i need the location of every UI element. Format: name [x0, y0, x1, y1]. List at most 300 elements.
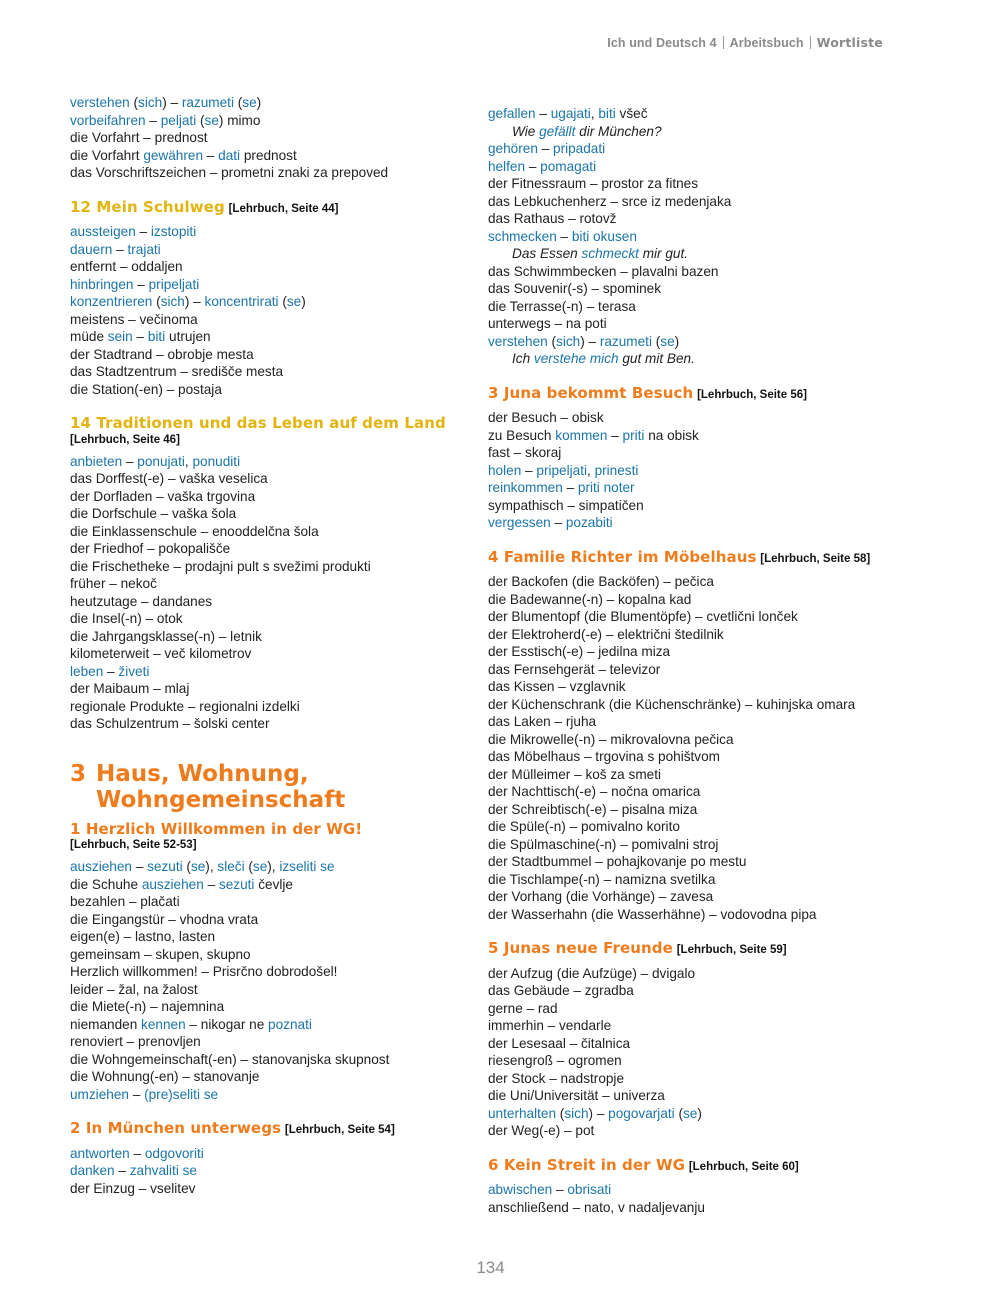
vocab-entry [488, 713, 908, 731]
vocab-entry [488, 497, 908, 515]
highlighted-word: izstopiti [150, 224, 197, 239]
entry-text: der Aufzug (die Aufzüge) – dvigalo [488, 965, 696, 981]
entry-text: – [550, 515, 566, 530]
section-title: 6 Kein Streit in der WG [488, 1155, 686, 1174]
highlighted-word: holen [488, 462, 522, 478]
lesson-reference: [Lehrbuch, Seite 54] [284, 1124, 395, 1136]
vocab-entry [488, 514, 908, 532]
highlighted-word: biti okusen [571, 228, 637, 244]
highlighted-word: sleči [217, 859, 245, 874]
vocab-entry [70, 858, 460, 876]
highlighted-word: gewähren [143, 147, 204, 163]
highlighted-word: sezuti [218, 876, 255, 892]
vocab-entry [70, 663, 460, 681]
entry-text: das Schulzentrum – šolski center [70, 716, 270, 731]
highlighted-word: poznati [268, 1016, 312, 1032]
entry-text: das Fernsehgerät – televizor [488, 661, 661, 677]
entry-text: ), [267, 859, 280, 874]
entry-text: gerne – rad [488, 1000, 558, 1016]
highlighted-word: verstehen [70, 95, 130, 110]
highlighted-word: schmeckt [581, 246, 639, 261]
entry-text: ) – [184, 294, 205, 309]
entry-text: – [135, 224, 151, 239]
entry-text: die Tischlampe(-n) – namizna svetilka [488, 871, 716, 887]
lesson-reference: [Lehrbuch, Seite 44] [228, 202, 339, 215]
vocab-entry [488, 818, 908, 836]
highlighted-word: razumeti [599, 333, 652, 349]
entry-text: ) [697, 1105, 702, 1121]
vocab-entry [488, 175, 908, 193]
section-title: 1 Herzlich Willkommen in der WG! [70, 819, 363, 838]
vocab-entry [70, 1016, 460, 1034]
lesson-reference: [Lehrbuch, Seite 46] [70, 433, 180, 446]
entry-text: die Wohnung(-en) – stanovanje [70, 1069, 260, 1084]
entry-text: – nikogar ne [185, 1016, 269, 1032]
highlighted-word: pripadati [553, 141, 606, 156]
section-heading [488, 549, 908, 569]
entry-text: der Lesesaal – čitalnica [488, 1035, 631, 1051]
entry-text: prednost [240, 147, 297, 163]
entry-text: der Stadtrand – obrobje mesta [70, 346, 254, 362]
entry-text: das Gebäude – zgradba [488, 983, 634, 998]
vocab-entry [488, 280, 908, 298]
vocab-entry [488, 479, 908, 497]
highlighted-word: pripeljati [148, 276, 200, 292]
entry-text: regionale Produkte – regionalni izdelki [70, 698, 300, 714]
vocab-entry [488, 591, 908, 609]
vocab-entry [488, 573, 908, 591]
lesson-reference: [Lehrbuch, Seite 59] [676, 944, 787, 956]
entry-text: der Friedhof – pokopališče [70, 541, 231, 556]
example-sentence [488, 123, 908, 141]
vocab-entry [488, 409, 908, 427]
vocab-entry [488, 748, 908, 766]
entry-text: die Einklassenschule – enooddelčna šola [70, 523, 319, 539]
vocab-entry [488, 1087, 908, 1105]
entry-text: ( [152, 294, 161, 309]
entry-text: die Spülmaschine(-n) – pomivalni stroj [488, 836, 719, 852]
entry-text: – [521, 462, 537, 478]
highlighted-word: pogovarjati [608, 1105, 675, 1121]
chapter-title-line2: Wohngemeinschaft [96, 786, 346, 813]
entry-text: das Laken – rjuha [488, 714, 597, 729]
section-heading [70, 821, 460, 854]
entry-text: das Kissen – vzglavnik [488, 679, 626, 694]
entry-text: das Lebkuchenherz – srce iz medenjaka [488, 193, 732, 209]
vocab-entry [488, 1181, 908, 1199]
entry-text: – [552, 1182, 568, 1197]
vocab-entry [70, 523, 460, 541]
entry-text: čevlje [254, 876, 293, 892]
vocab-entry [70, 1033, 460, 1051]
entry-text: Herzlich willkommen! – Prisrčno dobrodošel! [70, 964, 338, 979]
running-header [607, 35, 883, 50]
highlighted-word: dati [218, 147, 241, 163]
vocab-entry [70, 893, 460, 911]
highlighted-word: sein [107, 329, 133, 344]
entry-text: die Vorfahrt [70, 147, 144, 163]
section-heading [70, 415, 460, 448]
entry-text: das Möbelhaus – trgovina s pohištvom [488, 749, 720, 764]
highlighted-word: schmecken [488, 228, 557, 244]
vocab-entry [70, 946, 460, 964]
entry-text: der Nachttisch(-e) – nočna omarica [488, 784, 701, 799]
entry-text: ) – [588, 1105, 609, 1121]
entry-text: Wie [512, 123, 540, 139]
vocab-entry [488, 678, 908, 696]
entry-text: das Stadtzentrum – središče mesta [70, 364, 284, 379]
vocab-entry [70, 363, 460, 381]
highlighted-word: reinkommen [488, 480, 563, 495]
entry-text: – [607, 427, 623, 443]
highlighted-word: verstehe mich [533, 351, 619, 366]
highlighted-word: kommen [555, 427, 608, 443]
vocab-entry [488, 1035, 908, 1053]
highlighted-word: konzentrieren [70, 294, 153, 309]
entry-text: gemeinsam – skupen, skupno [70, 946, 251, 962]
entry-text: ), [205, 859, 218, 874]
entry-text: – [535, 106, 551, 121]
vocab-entry [488, 462, 908, 480]
entry-text: ( [547, 333, 557, 349]
vocab-entry [70, 164, 460, 182]
highlighted-word: obrisati [567, 1182, 612, 1197]
highlighted-word: unterhalten [488, 1105, 557, 1121]
vocab-entry [488, 444, 908, 462]
vocab-entry [70, 558, 460, 576]
highlighted-word: leben [70, 663, 104, 679]
highlighted-word: priti noter [577, 480, 635, 495]
entry-text: der Wasserhahn (die Wasserhähne) – vodovodna pipa [488, 906, 817, 922]
highlighted-word: hinbringen [70, 276, 134, 292]
highlighted-word: izseliti se [279, 859, 335, 874]
vocab-entry [70, 981, 460, 999]
highlighted-word: (pre)seliti se [144, 1086, 219, 1102]
entry-text: ( [244, 859, 253, 874]
entry-text: – [131, 859, 148, 874]
highlighted-word: živeti [118, 663, 150, 679]
highlighted-word: razumeti [181, 95, 234, 110]
entry-text: Das Essen [512, 246, 582, 261]
vocab-entry [488, 210, 908, 228]
vocab-entry [488, 1199, 908, 1217]
entry-text: – [203, 876, 219, 892]
vocab-entry [488, 1052, 908, 1070]
entry-text: die Frischetheke – prodajni pult s svežimi produkti [70, 558, 371, 574]
vocab-entry [488, 1070, 908, 1088]
entry-text: die Miete(-n) – najemnina [70, 999, 225, 1014]
entry-text: früher – nekoč [70, 576, 157, 591]
vocab-entry [70, 241, 460, 259]
highlighted-word: pozabiti [565, 515, 613, 530]
highlighted-word: se [286, 294, 302, 309]
entry-text: – [114, 1163, 130, 1178]
lesson-reference: [Lehrbuch, Seite 52-53] [70, 839, 197, 851]
vocab-entry [488, 298, 908, 316]
entry-text: zu Besuch [488, 427, 556, 443]
highlighted-word: priti [622, 427, 645, 443]
vocab-entry [70, 453, 460, 471]
vocab-entry [70, 628, 460, 646]
lesson-reference: [Lehrbuch, Seite 58] [760, 552, 871, 565]
entry-text: ( [278, 294, 287, 309]
highlighted-word: odgovoriti [144, 1145, 204, 1161]
highlighted-word: se [660, 333, 675, 349]
section-title: 2 In München unterwegs [70, 1119, 282, 1137]
entry-text: die Terrasse(-n) – terasa [488, 298, 636, 314]
highlighted-word: koncentrirati [204, 294, 279, 309]
entry-text: der Küchenschrank (die Küchenschränke) – kuhinjska omara [488, 696, 856, 712]
entry-text: die Uni/Universität – univerza [488, 1088, 665, 1103]
vocab-entry [70, 645, 460, 663]
vocab-entry [488, 193, 908, 211]
vocab-entry [70, 876, 460, 894]
vocab-entry [70, 928, 460, 946]
entry-text: der Weg(-e) – pot [488, 1123, 595, 1138]
highlighted-word: abwischen [488, 1182, 553, 1197]
highlighted-word: se [204, 112, 219, 128]
entry-text: – [203, 147, 219, 163]
highlighted-word: pomagati [540, 158, 597, 174]
highlighted-word: ausziehen [70, 859, 132, 874]
entry-text: , [184, 453, 193, 469]
vocab-entry [488, 888, 908, 906]
vocab-entry [488, 836, 908, 854]
vocab-entry [70, 112, 460, 130]
entry-text: der Stadtbummel – pohajkovanje po mestu [488, 854, 747, 869]
vocab-entry [488, 853, 908, 871]
vocab-entry [488, 965, 908, 983]
entry-text: – [132, 329, 148, 344]
vocab-entry [488, 1122, 908, 1140]
vocab-entry [70, 593, 460, 611]
vocab-entry [70, 963, 460, 981]
highlighted-word: ponuditi [192, 453, 241, 469]
highlighted-word: peljati [160, 112, 197, 128]
highlighted-word: ugajati [550, 106, 591, 121]
vocab-list [488, 1181, 908, 1216]
highlighted-word: danken [70, 1163, 115, 1178]
highlighted-word: se [190, 859, 206, 874]
entry-text: heutzutage – dandanes [70, 593, 213, 609]
chapter-number: 3 [70, 760, 87, 787]
highlighted-word: sezuti [147, 859, 183, 874]
highlighted-word: antworten [70, 1145, 130, 1161]
entry-text: ) – [580, 333, 600, 349]
highlighted-word: vorbeifahren [70, 112, 146, 128]
entry-text: die Spüle(-n) – pomivalno korito [488, 819, 680, 834]
entry-text: ( [556, 1105, 565, 1121]
vocab-list [488, 965, 908, 1140]
vocab-entry [488, 661, 908, 679]
highlighted-word: anbieten [70, 453, 123, 469]
highlighted-word: gefällt [539, 123, 576, 139]
vocab-entry [488, 140, 908, 158]
section-heading [70, 1120, 460, 1140]
vocab-entry [488, 333, 908, 351]
entry-text: der Vorhang (die Vorhänge) – zavesa [488, 889, 714, 904]
entry-text: renoviert – prenovljen [70, 1034, 201, 1049]
vocab-entry [70, 1180, 460, 1198]
entry-text: ( [674, 1105, 683, 1121]
entry-text: – [556, 228, 572, 244]
highlighted-word: kennen [141, 1016, 186, 1032]
vocab-list [488, 409, 908, 532]
vocab-entry [70, 575, 460, 593]
entry-text: bezahlen – plačati [70, 894, 180, 909]
chapter-heading [70, 761, 460, 813]
entry-text: der Stock – nadstropje [488, 1070, 625, 1086]
entry-text: všeč [615, 106, 648, 121]
vocab-entry [70, 346, 460, 364]
entry-text: – [129, 1145, 145, 1161]
entry-text: – [112, 241, 128, 257]
highlighted-word: helfen [488, 158, 526, 174]
entry-text: entfernt – oddaljen [70, 259, 183, 274]
highlighted-word: se [252, 859, 268, 874]
entry-text: ( [233, 95, 243, 110]
entry-text: das Souvenir(-s) – spominek [488, 281, 662, 296]
highlighted-word: biti [598, 106, 616, 121]
highlighted-word: ponujati [137, 453, 185, 469]
entry-text: – [133, 276, 149, 292]
book-part: Arbeitsbuch [729, 36, 804, 50]
entry-text: die Wohngemeinschaft(-en) – stanovanjska skupnost [70, 1051, 390, 1067]
vocab-entry [488, 626, 908, 644]
section-title: 4 Familie Richter im Möbelhaus [488, 547, 757, 566]
vocab-list [70, 223, 460, 398]
vocab-entry [488, 1000, 908, 1018]
vocab-entry [70, 293, 460, 311]
lesson-reference: [Lehrbuch, Seite 60] [688, 1160, 799, 1173]
highlighted-word: aussteigen [70, 224, 136, 239]
vocab-entry [70, 488, 460, 506]
highlighted-word: se [683, 1105, 698, 1121]
entry-text: – [122, 453, 138, 469]
entry-text: ) [256, 95, 262, 110]
entry-text: die Eingangstür – vhodna vrata [70, 911, 259, 927]
vocab-list [70, 1145, 460, 1198]
entry-text: der Esstisch(-e) – jedilna miza [488, 644, 671, 659]
entry-text: müde [70, 329, 108, 344]
vocab-entry [70, 147, 460, 165]
vocab-entry [70, 680, 460, 698]
section-title: 3 Juna bekommt Besuch [488, 383, 694, 402]
vocab-entry [70, 311, 460, 329]
vocab-entry [70, 505, 460, 523]
vocab-entry [488, 228, 908, 246]
vocab-entry [70, 1051, 460, 1069]
highlighted-word: ausziehen [141, 876, 204, 892]
vocab-entry [488, 315, 908, 333]
vocab-entry [70, 276, 460, 294]
vocab-entry [488, 906, 908, 924]
header-divider [810, 36, 811, 49]
vocab-entry [70, 1162, 460, 1180]
intro-list [488, 105, 908, 368]
highlighted-word: zahvaliti se [129, 1163, 197, 1178]
book-title: Ich und Deutsch 4 [607, 36, 717, 50]
entry-text: die Station(-en) – postaja [70, 381, 222, 397]
entry-text: niemanden [70, 1016, 142, 1032]
vocab-entry [70, 1145, 460, 1163]
entry-text: utrujen [165, 329, 211, 344]
entry-text: der Mülleimer – koš za smeti [488, 766, 661, 782]
vocab-entry [70, 715, 460, 733]
vocab-entry [70, 258, 460, 276]
entry-text: die Insel(-n) – otok [70, 611, 183, 626]
vocab-entry [70, 1068, 460, 1086]
entry-text: sympathisch – simpatičen [488, 497, 644, 513]
header-divider [723, 36, 724, 49]
entry-text: der Blumentopf (die Blumentöpfe) – cvetlični lonček [488, 609, 798, 624]
entry-text: eigen(e) – lastno, lasten [70, 929, 216, 944]
entry-text: dir München? [575, 123, 662, 139]
entry-text: das Schwimmbecken – plavalni bazen [488, 263, 719, 279]
entry-text: die Jahrgangsklasse(-n) – letnik [70, 628, 262, 644]
highlighted-word: gefallen [488, 106, 536, 121]
vocab-entry [70, 470, 460, 488]
entry-text: ) [301, 294, 306, 309]
vocab-entry [70, 1086, 460, 1104]
entry-text: der Fitnessraum – prostor za fitnes [488, 176, 699, 191]
vocab-entry [70, 223, 460, 241]
vocab-list [488, 573, 908, 923]
vocab-entry [488, 801, 908, 819]
entry-text: – [537, 141, 554, 156]
highlighted-word: se [242, 95, 257, 110]
entry-text: das Vorschriftszeichen – prometni znaki za prepoved [70, 165, 389, 180]
entry-text: das Dorffest(-e) – vaška veselica [70, 471, 268, 486]
vocab-entry [488, 982, 908, 1000]
section-title: 5 Junas neue Freunde [488, 939, 673, 957]
entry-text: immerhin – vendarle [488, 1018, 612, 1033]
vocab-entry [70, 129, 460, 147]
intro-list [70, 94, 460, 182]
entry-text: – [145, 112, 161, 128]
entry-text: der Besuch – obisk [488, 410, 604, 425]
vocab-entry [488, 696, 908, 714]
vocab-entry [488, 643, 908, 661]
entry-text: gut mit Ben. [618, 351, 695, 366]
vocab-entry [488, 731, 908, 749]
entry-text: , [590, 106, 599, 121]
left-column [70, 94, 460, 1197]
vocab-entry [70, 540, 460, 558]
entry-text: unterwegs – na poti [488, 316, 607, 331]
entry-text: die Schuhe [70, 876, 142, 892]
entry-text: ) [674, 333, 680, 349]
entry-text: das Rathaus – rotovž [488, 211, 617, 226]
chapter-title-line1: Haus, Wohnung, [96, 760, 309, 787]
entry-text: riesengroß – ogromen [488, 1053, 622, 1068]
vocab-entry [488, 1017, 908, 1035]
entry-text: ( [196, 112, 205, 128]
highlighted-word: pripeljati [536, 462, 588, 478]
highlighted-word: sich [564, 1105, 589, 1121]
entry-text: der Einzug – vselitev [70, 1180, 196, 1196]
vocab-entry [488, 871, 908, 889]
vocab-entry [488, 158, 908, 176]
section-heading [488, 1157, 908, 1177]
entry-text: ( [129, 95, 139, 110]
entry-text: die Mikrowelle(-n) – mikrovalovna pečica [488, 731, 734, 747]
entry-text: kilometerweit – več kilometrov [70, 646, 252, 661]
highlighted-word: biti [147, 329, 166, 344]
entry-text: fast – skoraj [488, 445, 562, 460]
entry-text: leider – žal, na žalost [70, 981, 198, 997]
section-heading [70, 199, 460, 219]
